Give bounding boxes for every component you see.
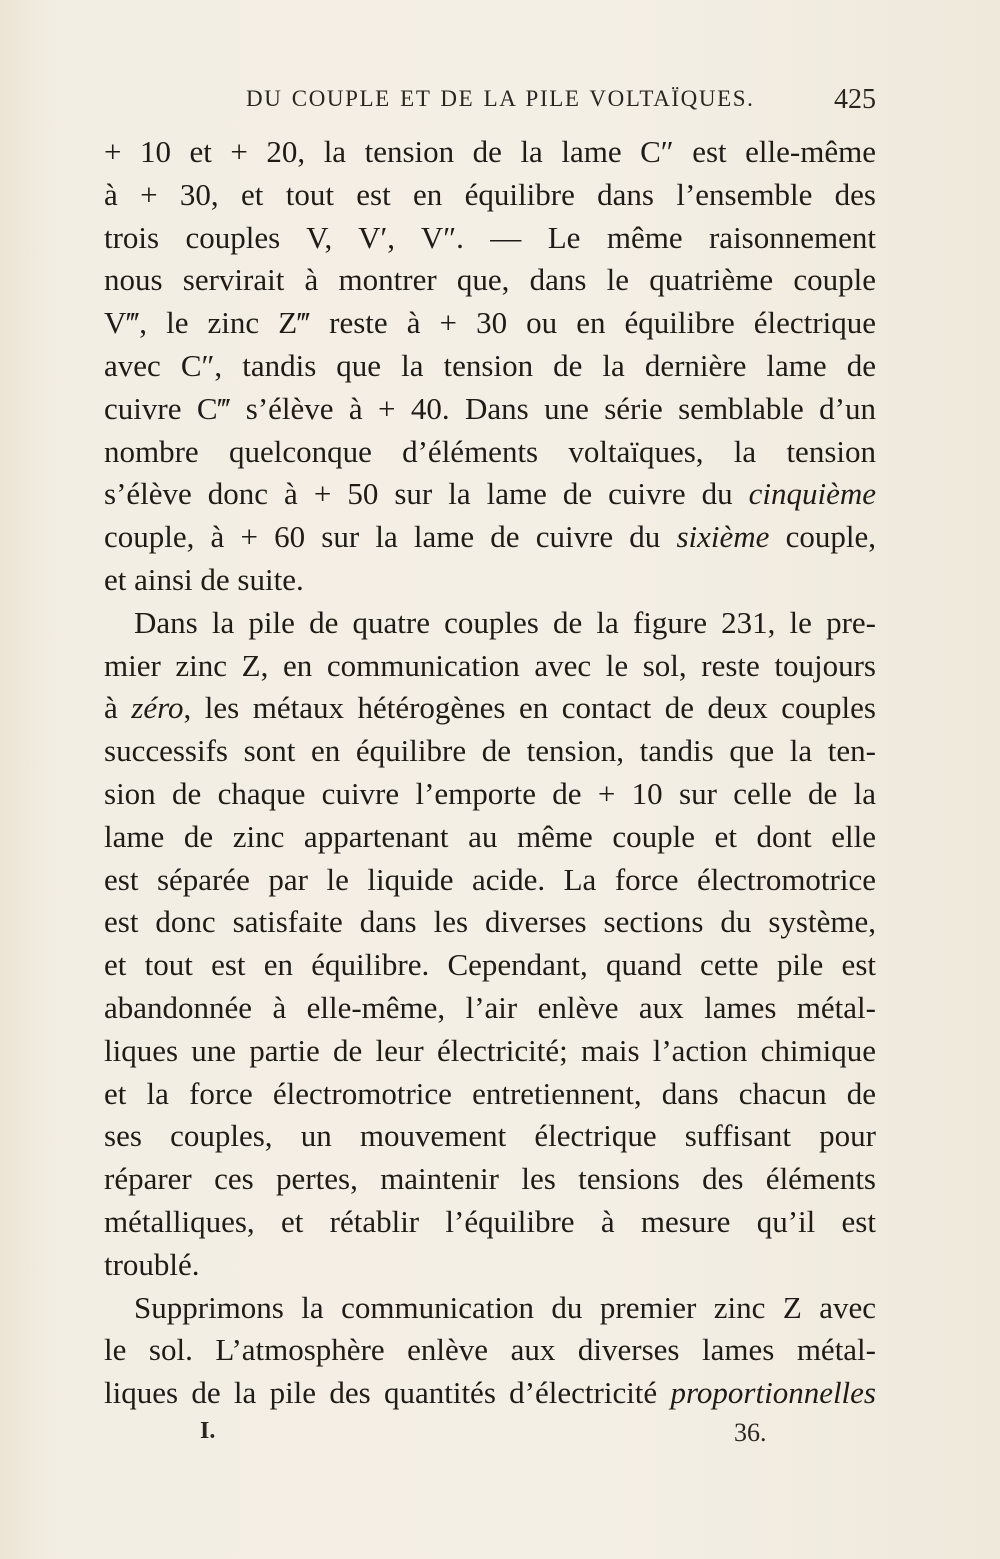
text-line: liques de la pile des quantités d’électricité proportionnelles [104,1375,876,1411]
text-line: + 10 et + 20, la tension de la lame C″ est elle-même [104,134,876,169]
text-line: troublé. [104,1246,200,1282]
text-line: V‴, le zinc Z‴ reste à + 30 ou en équilibre électrique [104,305,876,341]
text-line: liques une partie de leur électricité; mais l’action chimique [104,1032,876,1068]
paragraph [104,602,876,1287]
text-line: avec C″, tandis que la tension de la dernière lame de [104,347,876,383]
text-line: cuivre C‴ s’élève à + 40. Dans une série semblable d’un [104,390,876,426]
text-line: est donc satisfaite dans les diverses sections du système, [104,904,876,940]
page-number: 425 [834,84,876,115]
text-line: le sol. L’atmosphère enlève aux diverses lames métal- [104,1332,876,1368]
text-line: ses couples, un mouvement électrique suffisant pour [104,1118,876,1154]
signature-mark: I. [200,1418,216,1444]
paragraph [104,131,876,602]
page-header [104,84,876,120]
text-line: s’élève donc à + 50 sur la lame de cuivre du cinquième [104,476,876,512]
text-line: nous servirait à montrer que, dans le quatrième couple [104,262,876,298]
text-line: métalliques, et rétablir l’équilibre à mesure qu’il est [104,1203,876,1239]
signature-number: 36. [734,1418,767,1447]
text-line: couple, à + 60 sur la lame de cuivre du sixième couple, [104,519,876,555]
running-title: DU COUPLE ET DE LA PILE VOLTAÏQUES. [246,86,755,111]
text-line: et tout est en équilibre. Cependant, quand cette pile est [104,947,876,983]
text-line: trois couples V, V′, V″. — Le même raisonnement [104,219,876,255]
text-line: et la force électromotrice entretiennent, dans chacun de [104,1075,876,1111]
text-line: mier zinc Z, en communication avec le sol, reste toujours [104,647,876,683]
text-line: abandonnée à elle-même, l’air enlève aux lames métal- [104,989,876,1025]
text-line: successifs sont en équilibre de tension, tandis que la ten- [104,733,876,769]
text-line: sion de chaque cuivre l’emporte de + 10 sur celle de la [104,775,876,811]
text-line: et ainsi de suite. [104,561,304,597]
body-text [104,131,876,1415]
text-line: réparer ces pertes, maintenir les tensions des éléments [104,1161,876,1197]
text-line: à zéro, les métaux hétérogènes en contact de deux couples [104,690,876,726]
page-footer [104,1418,876,1454]
text-line: Dans la pile de quatre couples de la figure 231, le pre- [134,604,876,640]
text-line: à + 30, et tout est en équilibre dans l’ensemble des [104,176,876,212]
text-line: est séparée par le liquide acide. La force électromotrice [104,861,876,897]
text-line: nombre quelconque d’éléments voltaïques, la tension [104,433,876,469]
paragraph [104,1287,876,1415]
text-line: Supprimons la communication du premier zinc Z avec [134,1289,876,1325]
text-line: lame de zinc appartenant au même couple et dont elle [104,818,876,854]
